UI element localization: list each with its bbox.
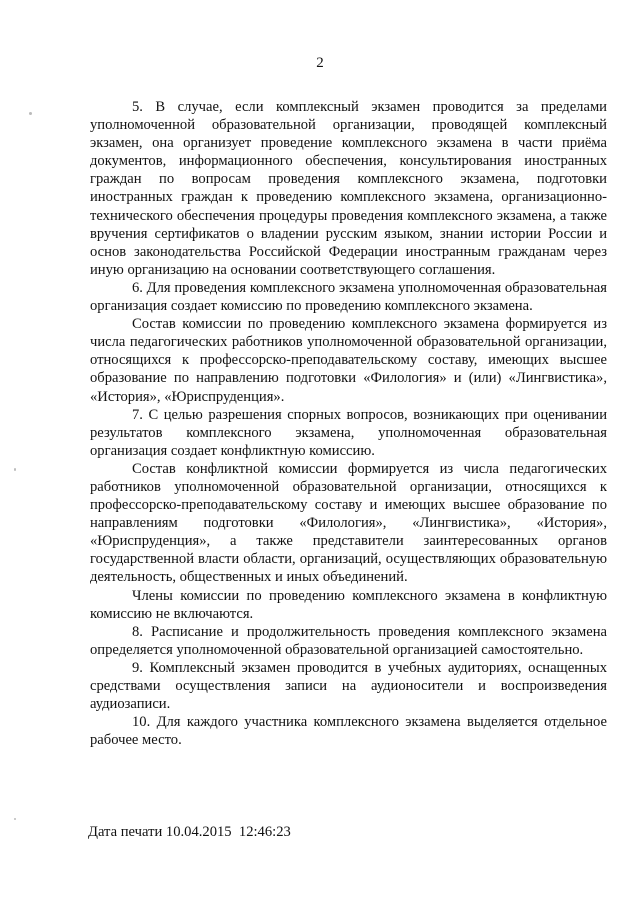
paragraph-commission-composition: Состав комиссии по проведению комплексного экзамена формируется из числа педагогических работников уполномоченной образовательной организации, относящихся к профессорско-преподавательскому составу, имеющих высшее образование по направлению подготовки «Филология» и (или) «Лингвистика», «История», «Юриспруденция». <box>90 316 607 405</box>
scan-speck <box>14 468 16 471</box>
paragraph-9: 9. Комплексный экзамен проводится в учебных аудиториях, оснащенных средствами осуществления записи на аудионосители и воспроизведения аудиозаписи. <box>90 659 607 713</box>
paragraph-6: 6. Для проведения комплексного экзамена уполномоченная образовательная организация создает комиссию по проведению комплексного экзамена. <box>90 279 607 315</box>
print-date: Дата печати 10.04.2015 12:46:23 <box>88 824 291 840</box>
paragraph-members-exclusion: Члены комиссии по проведению комплексного экзамена в конфликтную комиссию не включаются. <box>90 587 607 622</box>
page-number: 2 <box>316 55 324 71</box>
document-body <box>90 98 607 749</box>
paragraph-conflict-commission-composition: Состав конфликтной комиссии формируется из числа педагогических работников уполномоченной образовательной организации, относящихся к профессорско-преподавательскому составу и имеющих высшее образование по направлениям подготовки «Филология», «Лингвистика», «История», «Юриспруденция», а также представители заинтересованных органов государственной власти области, организаций, осуществляющих образовательную деятельность, общественных и иных объединений. <box>90 460 607 586</box>
paragraph-7: 7. С целью разрешения спорных вопросов, возникающих при оценивании результатов комплексного экзамена, уполномоченная образовательная организация создает конфликтную комиссию. <box>90 406 607 459</box>
paragraph-8: 8. Расписание и продолжительность проведения комплексного экзамена определяется уполномоченной образовательной организацией самостоятельно. <box>90 623 607 658</box>
scan-speck <box>29 112 32 115</box>
paragraph-5: 5. В случае, если комплексный экзамен проводится за пределами уполномоченной образовательной организации, проводящей комплексный экзамен, она организует проведение комплексного экзамена в части приёма документов, информационного обеспечения, консультирования иностранных граждан по вопросам проведения комплексного экзамена, подготовки иностранных граждан к проведению комплексного экзамена, организационно-технического обеспечения процедуры проведения комплексного экзамена, а также вручения сертификатов о владении русским языком, знании истории России и основ законодательства Российской Федерации иностранным гражданам через иную организацию на основании соответствующего соглашения. <box>90 99 607 278</box>
scan-speck <box>14 818 16 820</box>
paragraph-10: 10. Для каждого участника комплексного экзамена выделяется отдельное рабочее место. <box>90 714 607 749</box>
